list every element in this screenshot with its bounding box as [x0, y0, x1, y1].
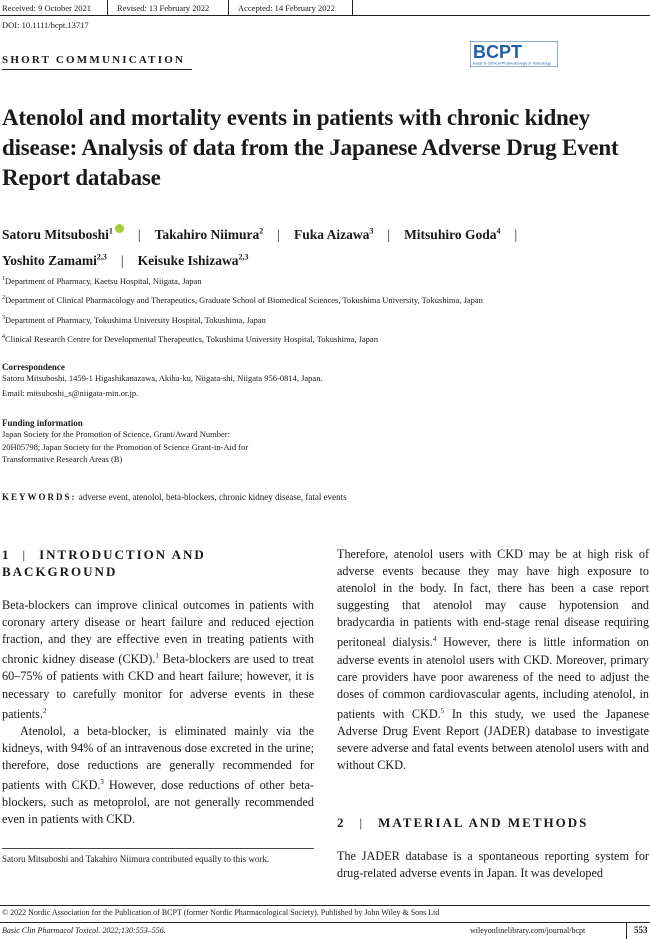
funding-line: 20H05798; Japan Society for the Promotion of Science Grant-in-Aid for — [2, 441, 249, 452]
bcpt-logo-icon — [470, 41, 558, 67]
keywords-label: KEYWORDS: — [2, 492, 77, 502]
publication-dates-bar — [0, 0, 650, 16]
keywords-text: adverse event, atenolol, beta-blockers, chronic kidney disease, fatal events — [78, 492, 347, 502]
funding-line: Japan Society for the Promotion of Science, Grant/Award Number: — [2, 429, 230, 439]
journal-citation: Basic Clin Pharmacol Toxicol. 2022;130:553–556. — [2, 926, 166, 935]
footnote: Satoru Mitsuboshi and Takahiro Niimura contributed equally to this work. — [2, 854, 270, 864]
affiliation: $^1$Department of Pharmacy, Kaetsu Hospital, Niigata, Japan — [2, 276, 202, 286]
author[interactable]: Fuka Aizawa$^3$ — [293, 226, 374, 242]
article-title: Atenolol and mortality events in patients with chronic kidney disease: Analysis of data from the Japanese Adverse Drug Event Report database — [2, 105, 619, 190]
affiliation: $^3$Department of Pharmacy, Tokushima University Hospital, Tokushima, Japan — [2, 315, 266, 325]
affiliation: $^2$Department of Clinical Pharmacology and Therapeutics, Graduate School of Biomedical Sciences, Tokushima University, Tokushima, Japan — [2, 295, 483, 305]
received-date: Received: 9 October 2021 — [2, 3, 91, 13]
divider — [228, 0, 229, 15]
section-heading: 1 | INTRODUCTION AND BACKGROUND — [2, 547, 206, 579]
author[interactable]: Yoshito Zamami$^{2,3}$ — [2, 252, 107, 268]
logo-text: BCPT — [473, 42, 522, 62]
logo-subtitle: Basic & Clinical Pharmacology & Toxicology — [473, 60, 551, 66]
author[interactable]: Takahiro Niimura$^2$ — [154, 226, 264, 242]
divider — [2, 848, 314, 849]
citation-link[interactable]: 5 — [440, 706, 445, 715]
funding-information — [2, 418, 248, 466]
copyright: © 2022 Nordic Association for the Publication of BCPT (former Nordic Pharmacological Society). Published by John Wiley & Sons Ltd — [2, 908, 440, 917]
divider — [107, 0, 108, 15]
divider — [2, 69, 192, 70]
correspondence-email[interactable]: Email: mitsuboshi_s@niigata-min.or.jp. — [2, 387, 139, 398]
paragraph: Therefore, atenolol users with CKD may be at high risk of adverse events because they may have high exposure to atenolol in the body. In fact, there has been a case report suggesting that atenolol may cause hypotension and bradycardia in patients with end-stage renal disease requiring peritoneal dialysis.$^4$ However, there is little information on adverse events in atenolol users with CKD. Moreover, primary care providers have poor awareness of the need to adjust the doses of common cardiovascular agents, including atenolol, in patients with CKD.$^5$ In this study, we used the Japanese Adverse Drug Event Report (JADER) database to investigate severe adverse and fatal events between atenolol users with and without CKD. — [337, 547, 650, 773]
paragraph: The JADER database is a spontaneous reporting system for drug-related adverse events in Japan. It was developed — [337, 849, 649, 881]
revised-date: Revised: 13 February 2022 — [117, 3, 210, 13]
funding-line: Transformative Research Areas (B) — [2, 454, 123, 464]
section-body — [337, 546, 649, 774]
page-number: 553 — [634, 925, 648, 935]
correspondence — [2, 362, 323, 399]
keywords — [2, 492, 347, 502]
divider — [0, 905, 650, 906]
author[interactable]: Satoru Mitsuboshi$^1$ — [2, 226, 113, 242]
journal-url[interactable]: wileyonlinelibrary.com/journal/bcpt — [470, 926, 586, 935]
article-type-label: SHORT COMMUNICATION — [2, 54, 186, 66]
affiliation: $^4$Clinical Research Centre for Developmental Therapeutics, Tokushima University Hospital, Tokushima, Japan — [2, 334, 378, 344]
divider — [0, 922, 650, 923]
orcid-icon[interactable] — [115, 224, 124, 233]
citation-link[interactable]: 1 — [155, 652, 159, 661]
author[interactable]: Mitsuhiro Goda$^4$ — [404, 226, 501, 242]
citation-link[interactable]: 2 — [42, 706, 47, 715]
paragraph: Beta-blockers can improve clinical outcomes in patients with coronary artery disease or heart failure and reduced ejection fraction, and they are effective even in treating patients with chronic kidney disease (CKD).$^1$ Beta-blockers are used to treat 60–75% of patients with CKD and heart failure; however, it is necessary to carefully monitor for adverse events in these patients.$^2$ — [2, 598, 314, 721]
accepted-date: Accepted: 14 February 2022 — [238, 3, 336, 13]
doi[interactable]: DOI: 10.1111/bcpt.13717 — [2, 20, 89, 30]
author-list: Satoru Mitsuboshi$^1$ | Takahiro Niimura$^2$ | Fuka Aizawa$^3$ | Mitsuhiro Goda$^4$ | Yoshito Zamami$^{2,3}$ | Keisuke Ishizawa$^{2,3}$ — [2, 219, 648, 272]
paragraph: Atenolol, a beta-blocker, is eliminated mainly via the kidneys, with 94% of an intravenous dose excreted in the urine; therefore, dose reductions are generally recommended for patients with CKD.$^3$ However, dose reductions of other beta-blockers, such as metoprolol, are not generally recommended even in patients with CKD. — [2, 723, 314, 827]
correspondence-heading: Correspondence — [2, 362, 65, 372]
author[interactable]: Keisuke Ishizawa$^{2,3}$ — [137, 252, 249, 268]
section-body — [2, 597, 314, 828]
journal-logo[interactable] — [470, 41, 558, 67]
correspondence-address: Satoru Mitsuboshi, 1459-1 Higashikanazawa, Akiha-ku, Niigata-shi, Niigata 956-0814, Japan. — [2, 373, 323, 383]
section-heading: 2 | MATERIAL AND METHODS — [337, 815, 589, 830]
divider — [352, 0, 353, 15]
citation-link[interactable]: 4 — [432, 635, 437, 644]
citation-link[interactable]: 3 — [100, 778, 104, 787]
divider — [626, 922, 627, 939]
funding-heading: Funding information — [2, 418, 83, 428]
section-body — [337, 848, 649, 882]
